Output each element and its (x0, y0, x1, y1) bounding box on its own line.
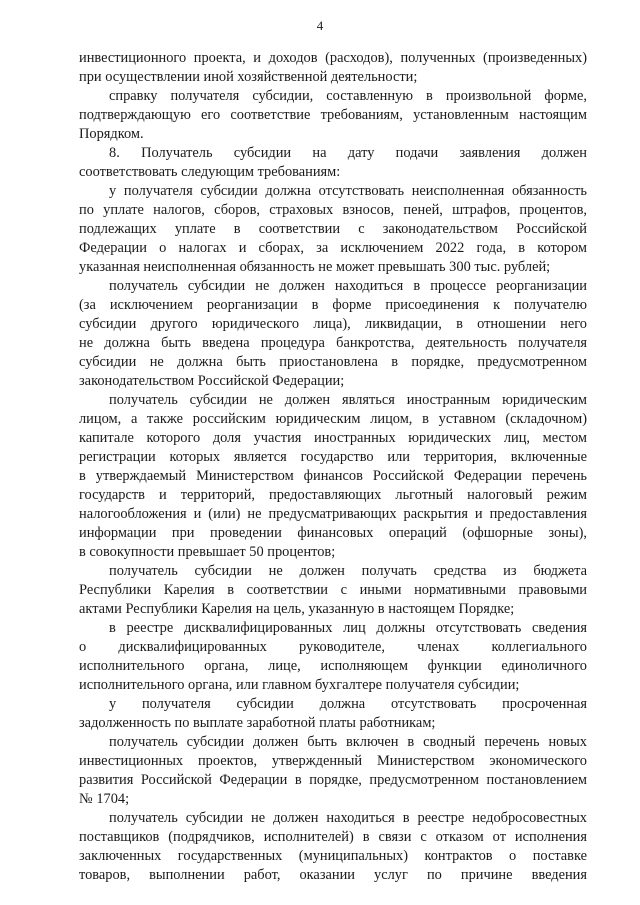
text-line: получатель субсидии не должен являться иностранным юридическим (109, 392, 587, 408)
text-line: у получателя субсидии должна отсутствовать просроченная (109, 696, 587, 712)
text-line: капитале которого доля участия иностранных юридических лиц, местом (79, 430, 587, 446)
text-line: Порядком. (79, 126, 144, 142)
text-line: получатель субсидии не должен получать средства из бюджета (109, 563, 587, 579)
text-line: подлежащих уплате в соответствии с законодательством Российской (79, 221, 587, 237)
paragraph (79, 277, 587, 391)
text-line: соответствовать следующим требованиям: (79, 164, 341, 180)
text-line: (за исключением реорганизации в форме присоединения к получателю (79, 297, 587, 313)
paragraph (79, 391, 587, 562)
text-line: справку получателя субсидии, составленную в произвольной форме, (109, 88, 587, 104)
text-line: товаров, выполнении работ, оказании услуг по причине введения (79, 867, 587, 883)
text-line: субсидии другого юридического лица), ликвидации, в отношении него (79, 316, 587, 332)
text-line: Республики Карелия в соответствии с иными нормативными правовыми (79, 582, 587, 598)
paragraph (79, 49, 587, 87)
document-body (79, 49, 587, 885)
text-line: в реестре дисквалифицированных лиц должны отсутствовать сведения (109, 620, 587, 636)
text-line: получатель субсидии не должен находиться в процессе реорганизации (109, 278, 587, 294)
text-line: инвестиционных проектов, утвержденный Министерством экономического (79, 753, 587, 769)
text-line: поставщиков (подрядчиков, исполнителей) в связи с отказом от исполнения (79, 829, 587, 845)
text-line: получатель субсидии не должен находиться в реестре недобросовестных (109, 810, 587, 826)
text-line: законодательством Российской Федерации; (79, 373, 345, 389)
text-line: информации при проведении финансовых операций (офшорные зоны), (79, 525, 587, 541)
text-line: при осуществлении иной хозяйственной деятельности; (79, 69, 418, 85)
text-line: заключенных государственных (муниципальных) контрактов о поставке (79, 848, 587, 864)
text-line: в утверждаемый Министерством финансов Российской Федерации перечень (79, 468, 587, 484)
text-line: Федерации о налогах и сборах, за исключением 2022 года, в котором (79, 240, 587, 256)
paragraph (79, 182, 587, 277)
text-line: лицом, а также российским юридическим лицом, в уставном (складочном) (79, 411, 587, 427)
text-line: № 1704; (79, 791, 130, 807)
text-line: развития Российской Федерации в порядке, предусмотренном постановлением (79, 772, 587, 788)
text-line: не должна быть введена процедура банкротства, деятельность получателя (79, 335, 587, 351)
text-line: в совокупности превышает 50 процентов; (79, 544, 336, 560)
text-line: инвестиционного проекта, и доходов (расходов), полученных (произведенных) (79, 50, 587, 66)
text-line: по уплате налогов, сборов, страховых взносов, пеней, штрафов, процентов, (79, 202, 587, 218)
text-line: государств и территорий, предоставляющих льготный налоговый режим (79, 487, 587, 503)
paragraph (79, 809, 587, 885)
paragraph (79, 733, 587, 809)
text-line: получатель субсидии должен быть включен в сводный перечень новых (109, 734, 587, 750)
text-line: у получателя субсидии должна отсутствовать неисполненная обязанность (109, 183, 587, 199)
paragraph (79, 562, 587, 619)
text-line: подтверждающую его соответствие требованиям, установленным настоящим (79, 107, 587, 123)
text-line: 8. Получатель субсидии на дату подачи заявления должен (109, 145, 587, 161)
paragraph (79, 144, 587, 182)
text-line: регистрации которых является государство или территория, включенные (79, 449, 587, 465)
text-line: указанная неисполненная обязанность не может превышать 300 тыс. рублей; (79, 259, 551, 275)
paragraph (79, 695, 587, 733)
text-line: исполнительного органа, или главном бухгалтере получателя субсидии; (79, 677, 520, 693)
text-line: задолженность по выплате заработной платы работникам; (79, 715, 436, 731)
text-line: налогообложения и (или) не предусматривающих раскрытия и предоставления (79, 506, 587, 522)
text-line: о дисквалифицированных руководителе, членах коллегиального (79, 639, 587, 655)
paragraph (79, 87, 587, 144)
paragraph (79, 619, 587, 695)
text-line: актами Республики Карелия на цель, указанную в настоящем Порядке; (79, 601, 515, 617)
text-line: исполнительного органа, лице, исполняющем функции единоличного (79, 658, 587, 674)
text-line: субсидии не должна быть приостановлена в порядке, предусмотренном (79, 354, 587, 370)
page-number: 4 (316, 18, 324, 33)
